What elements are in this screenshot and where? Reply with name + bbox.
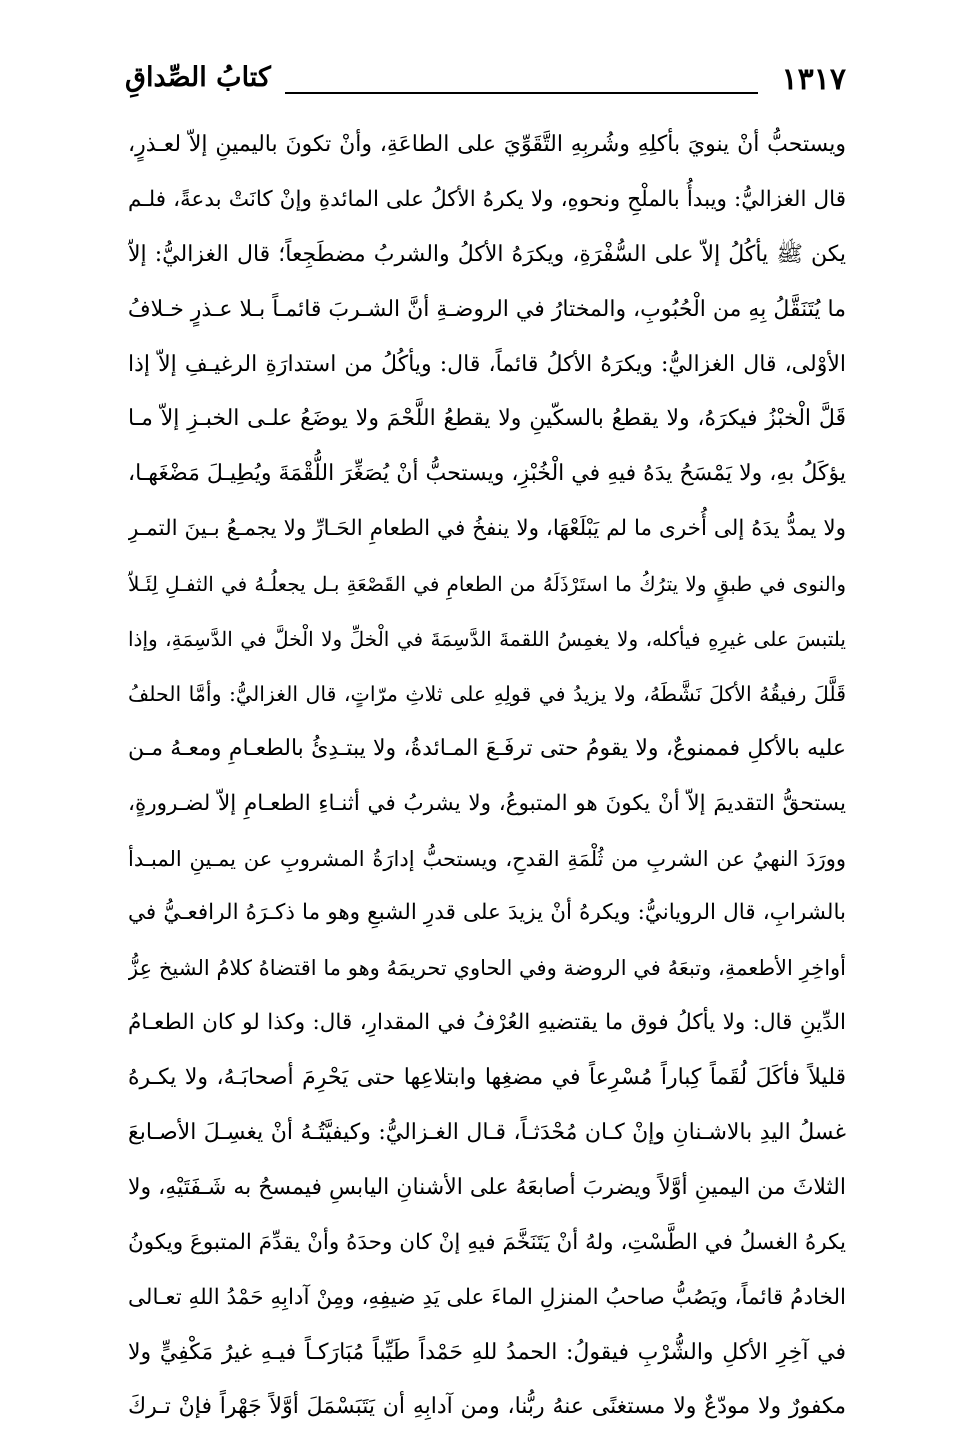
text-line: قليلاً فأكَلَ لُقَماً كِباراً مُسْرِعاً في مضغِها وابتلاعِها حتى يَحْرِمَ أصحابَـهُ، ولا يكـرهُ (128, 1065, 846, 1091)
text-line: يكرهُ الغسلُ في الطَّسْتِ، ولهُ أنْ يَتَنَخَّمَ فيهِ إنْ كان وحدَهُ وأنْ يقدِّمَ المتبوعَ ويكونُ (128, 1229, 846, 1255)
running-header (125, 60, 846, 102)
header-rule (285, 92, 758, 94)
text-line: وورَدَ النهيُ عن الشربِ من ثُلْمَةِ القدحِ، ويستحبُّ إدارَةُ المشروبِ عن يمـينِ المبـدأ (128, 846, 846, 871)
text-line: يكن ﷺ يأكُلُ إلاّ على السُّفْرَةِ، ويكرَهُ الأكلُ والشربُ مضطَجِعاً؛ قال الغزاليُّ: إلاّ (128, 241, 846, 267)
body-text (128, 118, 846, 1435)
text-line: الأوْلى، قال الغزاليُّ: ويكرَهُ الأكلُ قائماً، قال: ويأكُلُ من استدارَةِ الرغيـفِ إلاّ إذا (128, 351, 846, 377)
text-line: الثلاثَ من اليمينِ أوَّلاً ويضربَ أصابعَهُ على الأشنانِ اليابسِ فيمسحُ به شَـفَتَيْهِ، ولا (128, 1174, 846, 1200)
text-line: في آخِرِ الأكلِ والشُّرْبِ فيقولُ: الحمدُ للهِ حَمْداً طَيِّباً مُبَارَكـاً فيـهِ غيرُ مَكْفِيٍّ ولا (128, 1339, 846, 1365)
text-line: يلتبسَ على غيرِهِ فيأكله، ولا يغمِسُ اللقمةَ الدَّسِمَةَ في الْخلِّ ولا الْخلَّ في الدَّسِمَةِ، وإذا (128, 627, 846, 652)
text-line: يستحقُّ التقديمَ إلاّ أنْ يكونَ هو المتبوعُ، ولا يشربُ في أثنـاءِ الطعـامِ إلاّ لضـرورةٍ، (128, 790, 846, 816)
page-number: ١٣١٧ (781, 62, 846, 97)
text-line: عليه بالأكلِ فممنوعٌ، ولا يقومُ حتى ترفَـعَ المـائدةُ، ولا يبتـدِئُ بالطعـامِ ومعـهُ مـن (128, 735, 846, 761)
text-line: يؤكَلُ بهِ، ولا يَمْسَحُ يدَهُ فيهِ في الْخُبْزِ، ويستحبُّ أنْ يُصَغِّرَ اللُّقْمَةَ ويُطِيـلَ مَضْغَهـا، (128, 461, 846, 487)
running-title: كتابُ الصِّداقِ (125, 62, 271, 93)
text-line: ما يُتَنَقَّلُ بِهِ من الْحُبُوبِ، والمختارُ في الروضـةِ أنَّ الشـربَ قائمـاً بـلا عـذرٍ خـلافُ (128, 296, 846, 322)
text-line: قال الغزاليُّ: ويبدأُ بالملْحِ ونحوهِ، ولا يكرهُ الأكلُ على المائدةِ وإنْ كانَتْ بدعةً، فلـم (128, 186, 846, 212)
text-line: غسلُ اليدِ بالاشـنانِ وإنْ كـان مُحْدَثـاً، قـال الغـزاليُّ: وكيفيَّتُـهُ أنْ يغسِـلَ الأصـابعَ (128, 1120, 846, 1146)
text-line: قَلَّ الْخبْزُ فيكرَهُ، ولا يقطعُ بالسكّينِ ولا يقطعُ اللَّحْمَ ولا يوضَعُ علـى الخبـزِ إلاّ مـا (128, 406, 846, 432)
text-line: بالشرابِ، قال الرويانيُّ: ويكرهُ أنْ يزيدَ على قدرِ الشبعِ وهو ما ذكـرَهُ الرافعـيُّ في (128, 900, 846, 926)
text-line: قَلَّلَ رفيقُهُ الأكلَ نَشَّطَهُ، ولا يزيدُ في قولِهِ على ثلاثِ مرّاتٍ، قال الغزاليُّ: وأمَّا الحلفُ (128, 681, 846, 706)
text-line: ويستحبُّ أنْ ينويَ بأكلِهِ وشُربِهِ التَّقَوِّيَ على الطاعَةِ، وأنْ تكونَ باليمينِ إلاّ لعـذرٍ، (128, 132, 846, 157)
text-line: الخادمُ قائماً، ويَصُبُّ صاحبُ المنزلِ الماءَ على يَدِ ضيفِهِ، ومِنْ آدابِهِ حَمْدُ اللهِ تعـالى (128, 1284, 846, 1310)
text-line: مكفورٌ ولا مودّعٌ ولا مستغنًى عنهُ ربُّنا، ومن آدابِهِ أن يَتَبَسْمَلَ أوَّلاً جَهْراً فإنْ تـركَ (128, 1394, 846, 1420)
text-line: أواخِرِ الأطعمةِ، وتبعَهُ في الروضة وفي الحاوي تحريمَهُ وهو ما اقتضاهُ كلامُ الشيخ عِزُّ (128, 956, 846, 981)
text-line: والنوى في طبقٍ ولا يترُكُ ما استَرْذَلَهُ من الطعامِ في القَصْعَةِ بـل يجعلُـهُ في الثفـلِ لِئَـلاّ (128, 572, 846, 597)
text-line: الدِّينِ قال: ولا يأكلُ فوق ما يقتضيهِ العُرْفُ في المقدارِ، قال: وكذا لو كان الطعـامُ (128, 1010, 846, 1036)
text-line: ولا يمدُّ يدَهُ إلى أُخرى ما لم يَبْلَعْهَا، ولا ينفخُ في الطعامِ الحَـارِّ ولا يجمـعُ بـينَ التمـرِ (128, 516, 846, 542)
